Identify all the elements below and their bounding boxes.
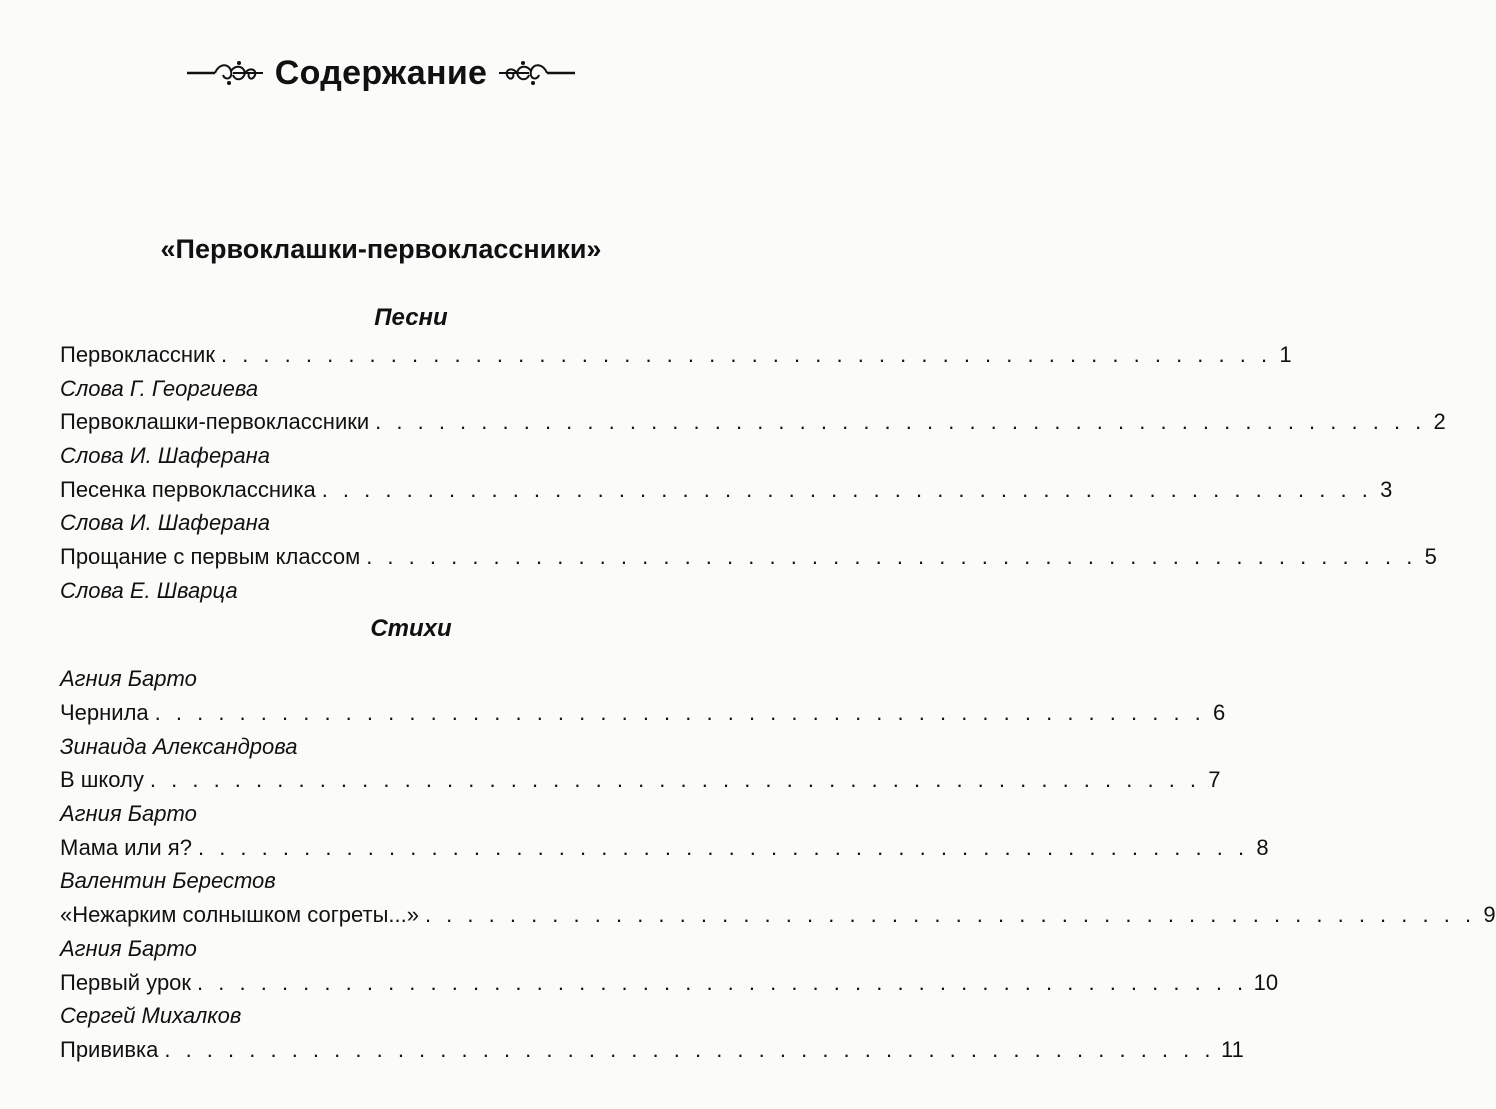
entry-page-number: 8	[1256, 834, 1269, 860]
entry-page-number: 3	[1380, 476, 1393, 502]
entry-page-number: 1	[1279, 341, 1292, 367]
entry-author: Слова Г. Георгиева	[60, 375, 259, 401]
entry-author: Слова И. Шаферана	[60, 442, 270, 468]
entry-author: Агния Барто	[60, 801, 197, 827]
leader-dots: . . . . . . . . . . . . . . . . . . . . . . . . . . . . . . . . . . . . . . . . . . . . . . . . . .	[321, 476, 1373, 502]
ornament-left-icon	[185, 59, 265, 87]
entry-page-number: 7	[1208, 767, 1221, 793]
leader-dots: . . . . . . . . . . . . . . . . . . . . . . . . . . . . . . . . . . . . . . . . . . . . . . . . . .	[375, 409, 1426, 435]
entry-author: Слова Е. Шварца	[60, 577, 238, 603]
entry-title: Первый урок	[60, 969, 192, 995]
toc-entry	[60, 898, 1496, 932]
toc-entry	[60, 966, 1279, 1000]
entry-author: Агния Барто	[60, 935, 197, 961]
leader-dots: . . . . . . . . . . . . . . . . . . . . . . . . . . . . . . . . . . . . . . . . . . . . . . . . . .	[366, 543, 1417, 569]
songs-heading: Песни	[374, 304, 448, 331]
entry-author: Слова И. Шаферана	[60, 510, 270, 536]
ornament-right-icon	[497, 59, 577, 87]
section-title: «Первоклашки-первоклассники»	[160, 234, 602, 264]
leader-dots: . . . . . . . . . . . . . . . . . . . . . . . . . . . . . . . . . . . . . . . . . . . . . . . . . .	[164, 1036, 1215, 1062]
entry-author: Зинаида Александрова	[60, 733, 298, 759]
entry-title: «Нежарким солнышком согреты...»	[60, 902, 419, 928]
header	[0, 48, 762, 98]
entry-title: В школу	[60, 767, 144, 793]
toc-entry	[60, 1033, 1244, 1067]
entry-author: Агния Барто	[60, 666, 197, 692]
leader-dots: . . . . . . . . . . . . . . . . . . . . . . . . . . . . . . . . . . . . . . . . . . . . . . . . . .	[220, 341, 1272, 367]
entry-page-number: 6	[1213, 700, 1226, 726]
entry-title: Песенка первоклассника	[60, 476, 316, 502]
bleed-through-text	[440, 52, 760, 382]
leader-dots: . . . . . . . . . . . . . . . . . . . . . . . . . . . . . . . . . . . . . . . . . . . . . . . . . .	[424, 902, 1476, 928]
leader-dots: . . . . . . . . . . . . . . . . . . . . . . . . . . . . . . . . . . . . . . . . . . . . . . . . . .	[197, 969, 1248, 995]
entry-page-number: 11	[1220, 1036, 1244, 1062]
entry-page-number: 2	[1433, 409, 1446, 435]
entry-author: Валентин Берестов	[60, 868, 276, 894]
leader-dots: . . . . . . . . . . . . . . . . . . . . . . . . . . . . . . . . . . . . . . . . . . . . . . . . . .	[154, 700, 1206, 726]
entry-title: Мама или я?	[60, 834, 192, 860]
toc-entry	[60, 540, 1437, 574]
toc-entry	[60, 831, 1269, 865]
toc-entry	[60, 338, 1292, 372]
poems-heading: Стихи	[370, 615, 452, 642]
entry-page-number: 9	[1483, 902, 1496, 928]
entry-page-number: 10	[1253, 969, 1279, 995]
entry-title: Первоклашки-первоклассники	[60, 409, 370, 435]
entry-title: Прощание с первым классом	[60, 543, 361, 569]
leader-dots: . . . . . . . . . . . . . . . . . . . . . . . . . . . . . . . . . . . . . . . . . . . . . . . . . .	[149, 767, 1201, 793]
entry-title: Чернила	[60, 700, 149, 726]
toc-entry	[60, 405, 1446, 439]
page-title: Содержание	[274, 53, 488, 92]
entry-page-number: 5	[1424, 543, 1437, 569]
toc-entry	[60, 696, 1226, 730]
entry-title: Первоклассник	[60, 341, 215, 367]
leader-dots: . . . . . . . . . . . . . . . . . . . . . . . . . . . . . . . . . . . . . . . . . . . . . . . . . .	[197, 834, 1249, 860]
toc-entry	[60, 764, 1221, 798]
entry-title: Прививка	[60, 1036, 159, 1062]
toc-list	[60, 338, 1496, 1067]
toc-entry	[60, 473, 1393, 507]
entry-author: Сергей Михалков	[60, 1003, 242, 1029]
